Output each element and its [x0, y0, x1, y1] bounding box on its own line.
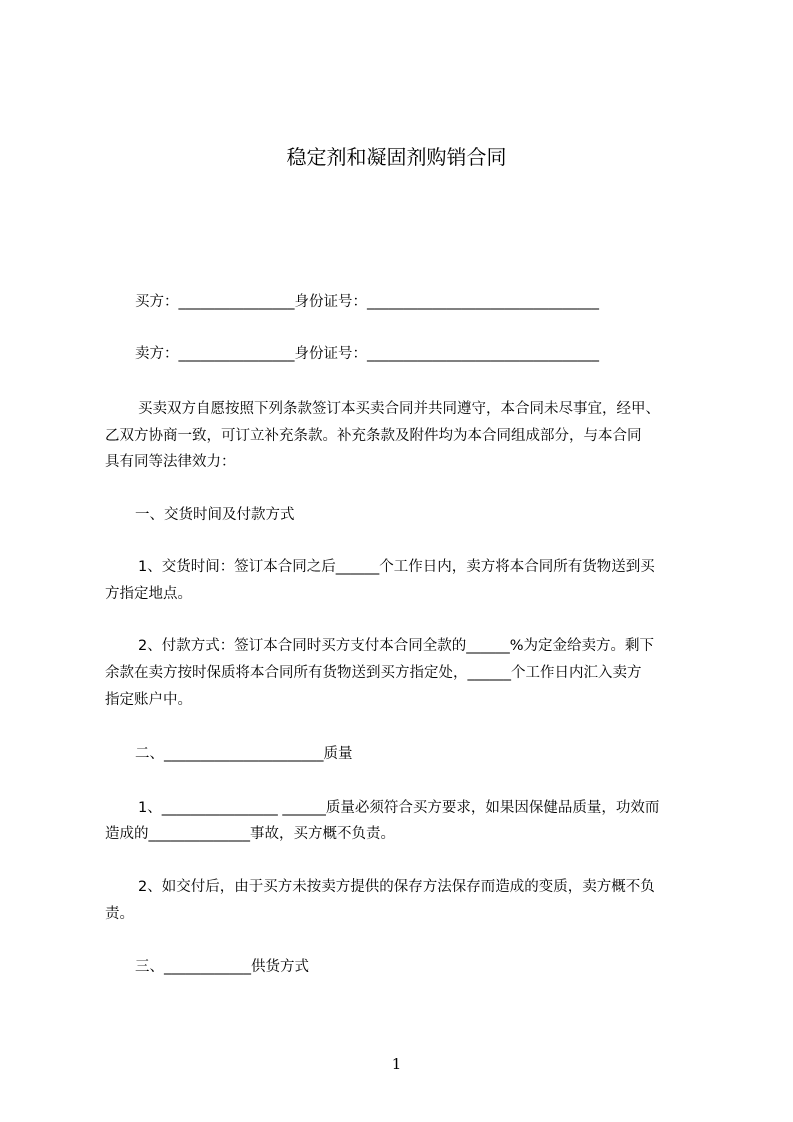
clause-line: 责。	[105, 906, 134, 922]
section-3-heading: 三、____________供货方式	[135, 959, 309, 975]
clause-line: 造成的______________事故，买方概不负责。	[105, 826, 395, 842]
clause-line: 方指定地点。	[105, 586, 192, 602]
clause-line: 1、交货时间：签订本合同之后______个工作日内，卖方将本合同所有货物送到买	[138, 559, 655, 575]
clause-line: 2、付款方式：签订本合同时买方支付本合同全款的______%为定金给卖方。剩下	[138, 638, 655, 654]
clause-line: 1、________________ ______质量必须符合买方要求，如果因保健品质量，功效而	[138, 800, 660, 816]
clause-line: 指定账户中。	[105, 692, 192, 708]
section-1-heading: 一、交货时间及付款方式	[135, 507, 295, 523]
clause-line: 余款在卖方按时保质将本合同所有货物送到买方指定处，______个工作日内汇入卖方	[105, 665, 642, 681]
intro-line: 具有同等法律效力：	[105, 454, 236, 470]
page-number: 1	[391, 1055, 402, 1073]
buyer-line: 买方：________________身份证号：________________________________	[135, 294, 599, 310]
intro-line: 买卖双方自愿按照下列条款签订本买卖合同并共同遵守，本合同未尽事宜，经甲、	[138, 401, 660, 417]
seller-line: 卖方：________________身份证号：________________________________	[135, 346, 599, 362]
clause-line: 2、如交付后，由于买方未按卖方提供的保存方法保存而造成的变质，卖方概不负	[138, 879, 655, 895]
section-2-heading: 二、______________________质量	[135, 746, 353, 762]
page-title: 稳定剂和凝固剂购销合同	[286, 145, 507, 169]
intro-line: 乙双方协商一致，可订立补充条款。补充条款及附件均为本合同组成部分，与本合同	[105, 428, 642, 444]
